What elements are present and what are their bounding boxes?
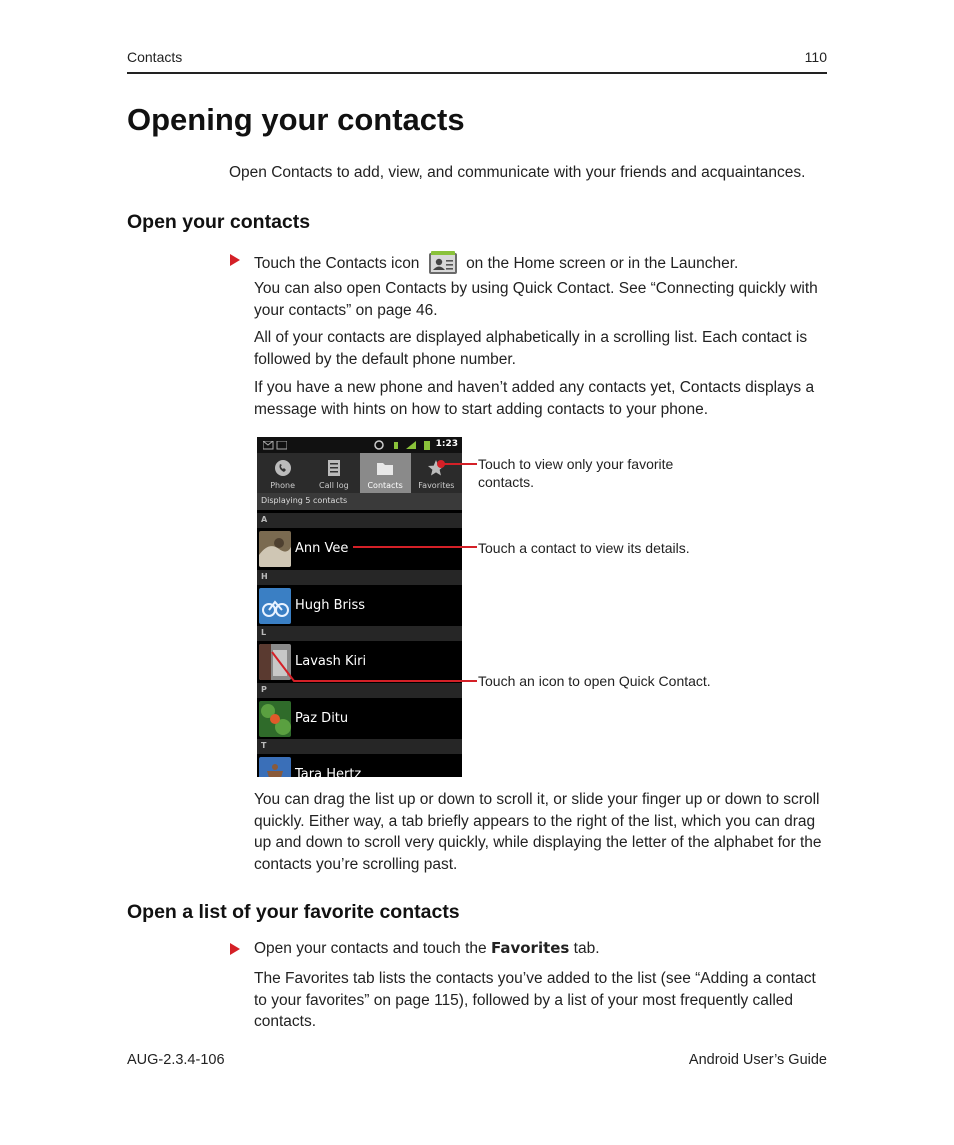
status-time: 1:23 — [435, 439, 458, 449]
tab-favorites[interactable] — [411, 453, 462, 493]
callout-line-contact — [353, 546, 477, 548]
contact-name: Hugh Briss — [295, 598, 366, 613]
tab-contacts[interactable] — [360, 453, 411, 493]
bullet-arrow-icon — [230, 943, 240, 955]
contact-photo-quick-contact[interactable] — [259, 531, 291, 567]
contact-photo-quick-contact[interactable] — [259, 588, 291, 624]
letter-label: L — [261, 628, 267, 637]
notification-icons — [263, 441, 287, 450]
contact-row-ann-vee[interactable] — [257, 528, 462, 570]
bullet-arrow-icon — [230, 254, 240, 266]
favorites-ui-label: Favorites — [490, 939, 570, 957]
tab-call-log[interactable] — [308, 453, 359, 493]
callout-contact-details: Touch a contact to view its details. — [478, 540, 690, 556]
callout-line-quick-contact — [270, 650, 478, 686]
page-number: 110 — [804, 49, 827, 65]
letter-divider — [257, 626, 462, 641]
contact-name: Tara Hertz — [295, 767, 362, 777]
status-icons — [374, 440, 434, 450]
callout-favorites: Touch to view only your favorite contacts. — [478, 456, 674, 490]
tab-label: Favorites — [418, 481, 455, 490]
bullet-step-open-favorites — [254, 938, 829, 960]
running-header-section: Contacts — [127, 49, 183, 65]
letter-label: P — [261, 685, 267, 694]
contact-name: Paz Ditu — [295, 711, 349, 726]
letter-divider — [257, 570, 462, 585]
page-title: Opening your contacts — [127, 102, 465, 137]
callout-quick-contact: Touch an icon to open Quick Contact. — [478, 673, 711, 689]
section-heading-favorites: Open a list of your favorite contacts — [127, 901, 460, 923]
contact-row-hugh-briss[interactable] — [257, 585, 462, 627]
contact-name: Lavash Kiri — [295, 654, 367, 669]
footer-guide-title: Android User’s Guide — [688, 1052, 827, 1068]
step-text-after: tab. — [573, 940, 600, 957]
tab-label: Contacts — [367, 481, 403, 490]
tab-phone[interactable] — [257, 453, 308, 493]
paragraph-alphabetical: All of your contacts are displayed alphabetically in a scrolling list. Each contact is followed by the default phone number. — [254, 329, 808, 368]
paragraph-new-phone: If you have a new phone and haven’t added any contacts yet, Contacts displays a message with hints on how to start adding contacts to your phone. — [254, 379, 815, 418]
status-bar — [257, 437, 462, 453]
displaying-count: Displaying 5 contacts — [261, 496, 348, 505]
call-log-icon — [325, 459, 343, 477]
contacts-app-icon — [428, 249, 458, 275]
paragraph-scrolling: You can drag the list up or down to scroll it, or slide your finger up or down to scroll quickly. Either way, a tab briefly appears to the right of the list, which you can drag up and down to scroll very quickly, while displaying the letter of the alphabet for the contacts you’re scrolling past. — [254, 791, 822, 873]
letter-label: H — [261, 572, 268, 581]
step-text-before: Touch the Contacts icon — [254, 255, 420, 272]
contact-row-paz-ditu[interactable] — [257, 698, 462, 740]
letter-divider — [257, 739, 462, 754]
section-heading-open-contacts: Open your contacts — [127, 211, 311, 233]
letter-label: A — [261, 515, 268, 524]
tab-label: Phone — [270, 481, 296, 490]
paragraph-favorites-tab: The Favorites tab lists the contacts you’ve added to the list (see “Adding a contact to your favorites” on page 115), followed by a list of your most frequently called contacts. — [254, 970, 816, 1030]
footer-doc-id: AUG-2.3.4-106 — [127, 1052, 225, 1068]
step-text-after: on the Home screen or in the Launcher. — [466, 255, 739, 272]
header-rule — [127, 72, 827, 74]
contact-photo-quick-contact[interactable] — [259, 701, 291, 737]
contact-name: Ann Vee — [295, 541, 349, 556]
phone-icon — [274, 459, 292, 477]
contacts-screenshot — [257, 437, 462, 777]
contact-photo-quick-contact[interactable] — [259, 757, 291, 777]
displaying-count-bar — [257, 493, 462, 510]
paragraph-quick-contact: You can also open Contacts by using Quick Contact. See “Connecting quickly with your contacts” on page 46. — [254, 280, 818, 319]
tab-label: Call log — [319, 481, 349, 490]
callout-dot-favorites — [437, 460, 445, 468]
letter-divider — [257, 513, 462, 528]
letter-label: T — [261, 741, 267, 750]
folder-icon — [376, 459, 394, 477]
step-text-before: Open your contacts and touch the — [254, 940, 487, 957]
bullet-step-open-contacts — [254, 249, 829, 275]
callout-line-favorites — [441, 463, 477, 465]
tab-bar — [257, 453, 462, 493]
contact-row-tara-hertz[interactable] — [257, 754, 462, 777]
intro-paragraph: Open Contacts to add, view, and communicate with your friends and acquaintances. — [229, 164, 806, 181]
